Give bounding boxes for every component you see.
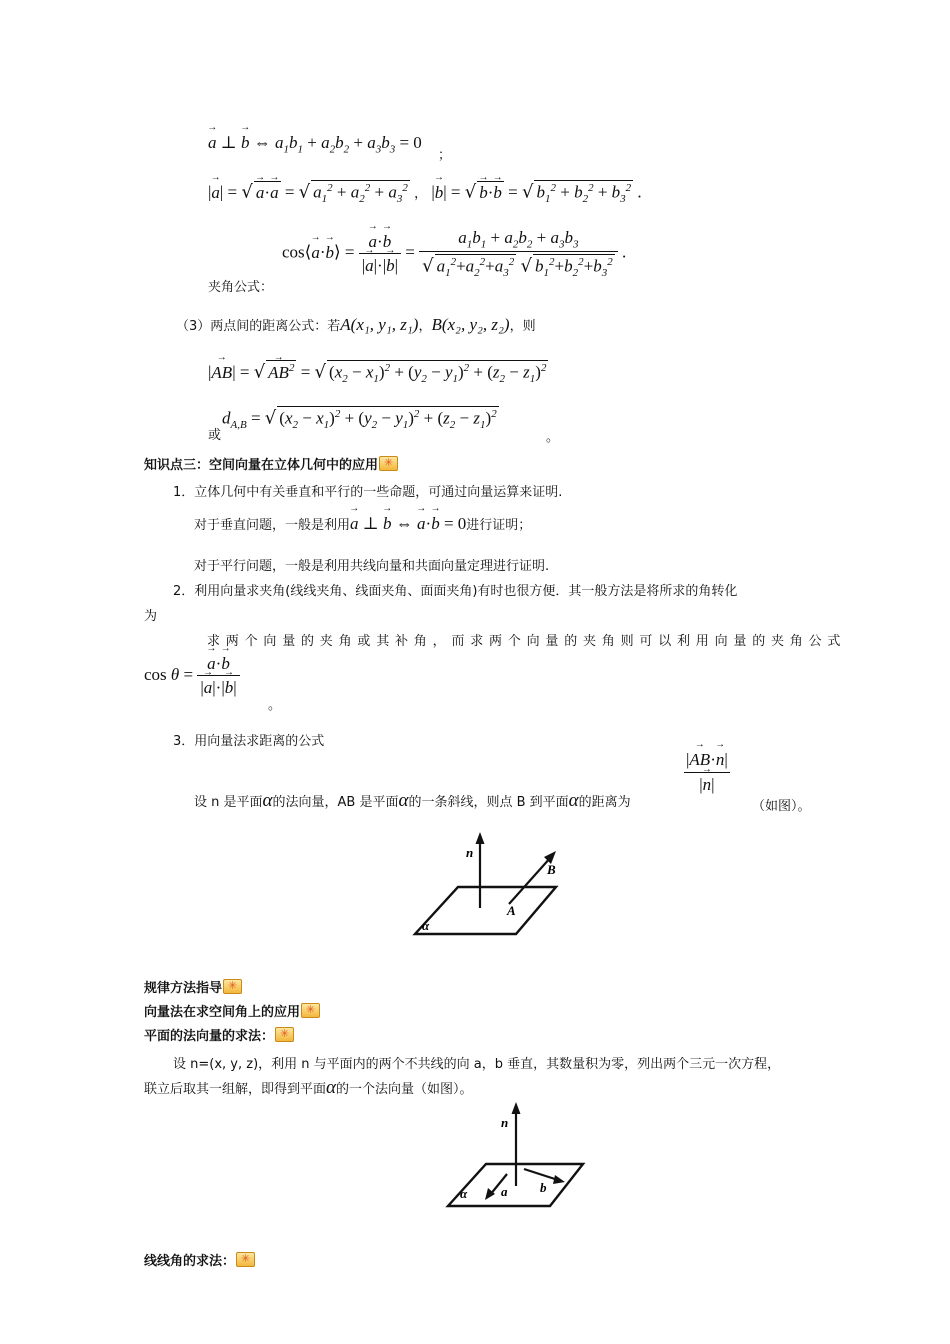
normal-vector-paragraph-1: 设 n=(x, y, z)，利用 n 与平面内的两个不共线的向 a，b 垂直，其数量积为零，列出两个三元一次方程， bbox=[173, 1057, 781, 1072]
cos-theta-formula: cos θ = → $\frac{a\cdot\to b}{|\to a|\cdot|\to b|}$ bbox=[144, 654, 240, 698]
methods-subtitle-normal-vector: 平面的法向量的求法：✳ bbox=[144, 1025, 294, 1044]
angle-formula-label: 夹角公式： bbox=[208, 280, 274, 295]
or-label: 或 bbox=[208, 428, 222, 443]
section3-item-1a: 对于垂直问题，一般是利用→ a ⊥ → b ⇔ → a·→ b = 0进行证明； bbox=[194, 514, 531, 534]
perp-tail: ； bbox=[438, 148, 452, 163]
cos-theta-period: 。 bbox=[268, 698, 282, 713]
perp-dot-formula: → a ⊥ → b ⇔ → a·→ b = 0 bbox=[350, 514, 466, 533]
distance-period: 。 bbox=[546, 430, 560, 445]
label-n: n bbox=[501, 1115, 509, 1130]
label-alpha: α bbox=[460, 1186, 468, 1201]
folder-star-icon[interactable] bbox=[301, 1003, 320, 1018]
label-a: a bbox=[501, 1184, 508, 1199]
section3-item-2: 2．利用向量求夹角(线线夹角、线面夹角、面面夹角)有时也很方便．其一般方法是将所求的角转化 bbox=[173, 584, 738, 599]
section3-item-3a-tail: （如图）。 bbox=[752, 799, 811, 814]
section3-item-2-wrap: 为 bbox=[144, 609, 158, 624]
methods-title: 规律方法指导✳ bbox=[144, 977, 242, 996]
normal-vector-paragraph-2: 联立后取其一组解，即得到平面α的一个法向量（如图）。 bbox=[144, 1077, 473, 1098]
point-plane-distance-formula: $\frac{|\to AB\cdot\to n|}{|\to n|}$ bbox=[684, 750, 730, 795]
perp-condition-formula: → a ⊥ → b ⇔ $a_1b_1 + a_2b_2 + a_3b_3 = 0$ bbox=[208, 133, 422, 155]
folder-star-icon[interactable] bbox=[236, 1252, 255, 1267]
folder-star-icon[interactable] bbox=[379, 456, 398, 471]
methods-subtitle-line-angle: 线线角的求法：✳ bbox=[144, 1250, 255, 1269]
label-a: A bbox=[507, 903, 516, 918]
section3-item-1: 1．立体几何中有关垂直和平行的一些命题，可通过向量运算来证明. bbox=[173, 485, 563, 500]
distance-ab-formula: |→ AB| = √→ $AB^2$ = √ $(x_2 - x_1)^2 + (y_2 - y_1)^2 + (z_2 - z_1)^2$ bbox=[208, 360, 548, 385]
section3-item-3a: 设 n 是平面α的法向量，AB 是平面α的一条斜线，则点 B 到平面α的距离为 bbox=[194, 790, 631, 811]
folder-star-icon[interactable] bbox=[223, 979, 242, 994]
normal-arrowhead bbox=[476, 832, 485, 844]
magnitude-formula: |→ a| = √→ a·→ a = √ $a_1^2 + a_2^2 + a_3^2$ ， |→ b| = √→ b·→ b = √ $b_1^2 + b_2^2 + b_3^2$ . bbox=[208, 180, 642, 205]
vector-b-line bbox=[524, 1169, 558, 1180]
label-b: B bbox=[547, 862, 556, 877]
folder-star-icon[interactable] bbox=[275, 1027, 294, 1042]
section3-item-1b: 对于平行问题，一般是利用共线向量和共面向量定理进行证明. bbox=[194, 559, 550, 574]
distance-d-formula: $d_{A,B}$ = √ $(x_2 - x_1)^2 + (y_2 - y_1)^2 + (z_2 - z_1)^2$ bbox=[222, 407, 497, 432]
methods-subtitle-angles: 向量法在求空间角上的应用✳ bbox=[144, 1001, 320, 1020]
normal-arrowhead bbox=[512, 1102, 521, 1114]
section3-item-2b: 求两个向量的夹角或其补角，而求两个向量的夹角则可以利用向量的夹角公式 bbox=[207, 634, 847, 649]
angle-formula: cos⟨→ a·→ b⟩ = → $\frac{a\cdot\to b}{|\to a|\cdot|\to b|}$ = $\frac{a_1b_1 + a_2b_2 + a_3b_3}{√ a_1^2+a_2^2+a_3^2 √ b_1^2+b_2^2+b_3^2}$ . bbox=[282, 228, 626, 279]
normal-vector-slant-line-figure bbox=[410, 826, 560, 938]
plane-alpha-shape bbox=[415, 887, 556, 934]
label-b: b bbox=[540, 1180, 547, 1195]
slant-line-ab bbox=[509, 857, 551, 904]
distance-intro: （3）两点间的距离公式：若A(x₁, y₁, z₁)，B(x₂, y₂, z₂)，则 bbox=[176, 315, 536, 334]
plane-normal-vector-figure bbox=[444, 1098, 586, 1210]
section3-item-3: 3．用向量法求距离的公式 bbox=[173, 734, 325, 749]
label-alpha: α bbox=[422, 918, 430, 933]
label-n: n bbox=[466, 845, 474, 860]
section-title-applications: 知识点三：空间向量在立体几何中的应用✳ bbox=[144, 454, 398, 473]
vector-b-arrowhead bbox=[553, 1175, 565, 1184]
